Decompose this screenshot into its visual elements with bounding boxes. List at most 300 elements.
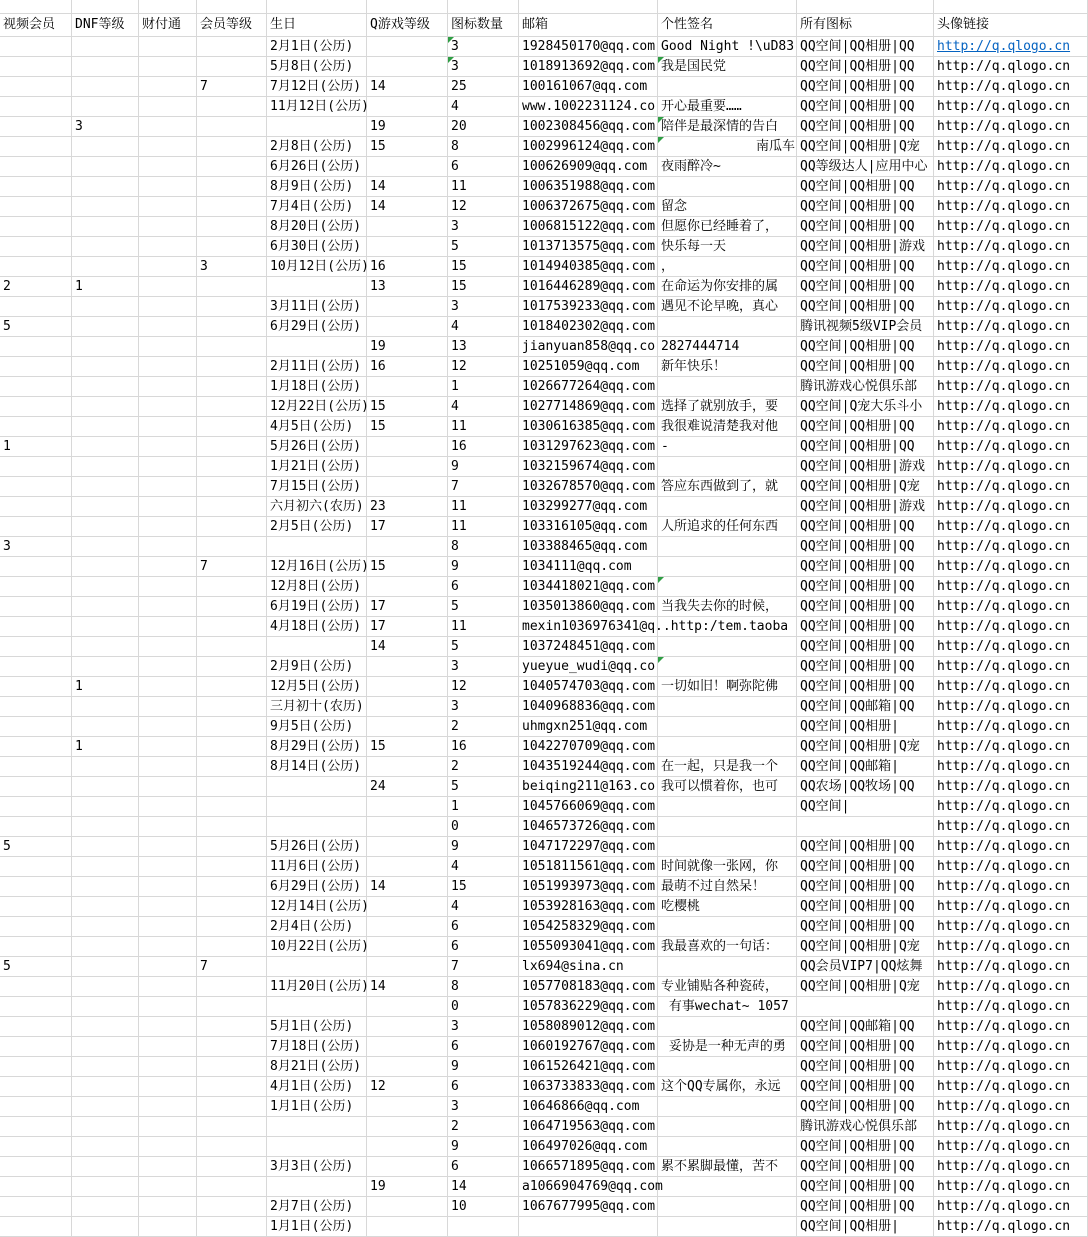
- cell-signature[interactable]: 我可以惯着你，也可: [658, 777, 797, 796]
- header-icon-count[interactable]: 图标数量: [448, 14, 519, 36]
- cell-qgame-level[interactable]: 15: [367, 737, 448, 756]
- cell-icons[interactable]: QQ空间|: [797, 797, 934, 816]
- cell-icons[interactable]: QQ空间|QQ相册|QQ: [797, 177, 934, 196]
- cell-qgame-level[interactable]: [367, 917, 448, 936]
- cell-icon-count[interactable]: 12: [448, 677, 519, 696]
- cell-dnf-level[interactable]: [72, 337, 139, 356]
- cell-video-vip[interactable]: [0, 617, 72, 636]
- cell-qgame-level[interactable]: [367, 457, 448, 476]
- cell-dnf-level[interactable]: [72, 697, 139, 716]
- cell-signature[interactable]: 最萌不过自然呆！: [658, 877, 797, 896]
- cell-dnf-level[interactable]: [72, 657, 139, 676]
- cell-vip-level[interactable]: [197, 677, 267, 696]
- cell-signature[interactable]: 妥协是一种无声的勇: [658, 1037, 797, 1056]
- cell-signature[interactable]: [658, 1057, 797, 1076]
- cell-dnf-level[interactable]: [72, 777, 139, 796]
- cell-icons[interactable]: QQ空间|QQ相册|QQ: [797, 197, 934, 216]
- cell-email[interactable]: 1040574703@qq.com: [519, 677, 658, 696]
- cell-signature[interactable]: [658, 657, 797, 676]
- cell-birthday[interactable]: 7月18日(公历): [267, 1037, 367, 1056]
- cell-dnf-level[interactable]: [72, 237, 139, 256]
- cell-vip-level[interactable]: [197, 517, 267, 536]
- cell-email[interactable]: 1057836229@qq.com: [519, 997, 658, 1016]
- cell-qgame-level[interactable]: [367, 1137, 448, 1156]
- cell-email[interactable]: 10646866@qq.com: [519, 1097, 658, 1116]
- cell-icon-count[interactable]: 15: [448, 257, 519, 276]
- cell-icon-count[interactable]: 13: [448, 337, 519, 356]
- cell-signature[interactable]: 留念: [658, 197, 797, 216]
- cell-vip-level[interactable]: [197, 437, 267, 456]
- cell-qgame-level[interactable]: [367, 897, 448, 916]
- cell-video-vip[interactable]: [0, 1177, 72, 1196]
- cell-tenpay[interactable]: [139, 797, 197, 816]
- cell-signature[interactable]: [658, 637, 797, 656]
- cell-vip-level[interactable]: [197, 1037, 267, 1056]
- cell-signature[interactable]: [658, 1217, 797, 1236]
- cell-avatar-url[interactable]: http://q.qlogo.cn: [934, 1177, 1088, 1196]
- cell-email[interactable]: 100161067@qq.com: [519, 77, 658, 96]
- cell-icon-count[interactable]: 3: [448, 297, 519, 316]
- cell-birthday[interactable]: 2月9日(公历): [267, 657, 367, 676]
- cell-email[interactable]: 1063733833@qq.com: [519, 1077, 658, 1096]
- cell-video-vip[interactable]: [0, 577, 72, 596]
- cell-avatar-url[interactable]: http://q.qlogo.cn: [934, 457, 1088, 476]
- cell-birthday[interactable]: 11月20日(公历): [267, 977, 367, 996]
- cell-birthday[interactable]: 6月29日(公历): [267, 877, 367, 896]
- cell-tenpay[interactable]: [139, 437, 197, 456]
- cell-avatar-url[interactable]: http://q.qlogo.cn: [934, 237, 1088, 256]
- cell-birthday[interactable]: 2月1日(公历): [267, 37, 367, 56]
- cell-icon-count[interactable]: 4: [448, 897, 519, 916]
- cell-vip-level[interactable]: [197, 697, 267, 716]
- cell-vip-level[interactable]: [197, 617, 267, 636]
- cell-qgame-level[interactable]: 19: [367, 117, 448, 136]
- cell-birthday[interactable]: 8月9日(公历): [267, 177, 367, 196]
- cell-avatar-url[interactable]: http://q.qlogo.cn: [934, 417, 1088, 436]
- cell-icon-count[interactable]: 2: [448, 1117, 519, 1136]
- cell-birthday[interactable]: 6月26日(公历): [267, 157, 367, 176]
- cell-signature[interactable]: 专业铺贴各种瓷砖，: [658, 977, 797, 996]
- cell-avatar-url[interactable]: http://q.qlogo.cn: [934, 1197, 1088, 1216]
- cell-vip-level[interactable]: 3: [197, 257, 267, 276]
- cell-icons[interactable]: QQ空间|QQ相册|Q宠: [797, 937, 934, 956]
- cell-tenpay[interactable]: [139, 57, 197, 76]
- cell-avatar-url[interactable]: http://q.qlogo.cn: [934, 697, 1088, 716]
- cell-icon-count[interactable]: 2: [448, 717, 519, 736]
- cell-email[interactable]: 1002996124@qq.com: [519, 137, 658, 156]
- cell-signature[interactable]: 选择了就别放手，要: [658, 397, 797, 416]
- cell-tenpay[interactable]: [139, 237, 197, 256]
- cell-icon-count[interactable]: 9: [448, 837, 519, 856]
- cell-dnf-level[interactable]: [72, 897, 139, 916]
- cell-video-vip[interactable]: [0, 897, 72, 916]
- cell-icon-count[interactable]: 5: [448, 777, 519, 796]
- cell-vip-level[interactable]: [197, 357, 267, 376]
- cell-dnf-level[interactable]: [72, 797, 139, 816]
- cell-qgame-level[interactable]: 24: [367, 777, 448, 796]
- cell-email[interactable]: 1030616385@qq.com: [519, 417, 658, 436]
- cell-birthday[interactable]: 7月4日(公历): [267, 197, 367, 216]
- header-birthday[interactable]: 生日: [267, 14, 367, 36]
- cell-birthday[interactable]: 2月5日(公历): [267, 517, 367, 536]
- cell-icons[interactable]: QQ空间|QQ邮箱|: [797, 757, 934, 776]
- cell-qgame-level[interactable]: 17: [367, 597, 448, 616]
- cell-avatar-url[interactable]: http://q.qlogo.cn: [934, 437, 1088, 456]
- cell-icon-count[interactable]: 3: [448, 697, 519, 716]
- cell-qgame-level[interactable]: [367, 57, 448, 76]
- cell-qgame-level[interactable]: 15: [367, 397, 448, 416]
- cell-icon-count[interactable]: 6: [448, 157, 519, 176]
- cell-email[interactable]: [519, 1217, 658, 1236]
- cell-avatar-url[interactable]: http://q.qlogo.cn: [934, 937, 1088, 956]
- cell-signature[interactable]: 我很难说清楚我对他: [658, 417, 797, 436]
- cell-signature[interactable]: 南瓜车: [658, 137, 797, 156]
- cell-email[interactable]: 1016446289@qq.com: [519, 277, 658, 296]
- cell-tenpay[interactable]: [139, 1037, 197, 1056]
- cell-email[interactable]: 1053928163@qq.com: [519, 897, 658, 916]
- cell-avatar-url[interactable]: http://q.qlogo.cn: [934, 117, 1088, 136]
- cell-tenpay[interactable]: [139, 297, 197, 316]
- cell-icons[interactable]: QQ空间|QQ相册|QQ: [797, 1057, 934, 1076]
- cell-vip-level[interactable]: [197, 177, 267, 196]
- cell-tenpay[interactable]: [139, 377, 197, 396]
- cell-signature[interactable]: [658, 1137, 797, 1156]
- cell-tenpay[interactable]: [139, 717, 197, 736]
- cell-birthday[interactable]: 6月30日(公历): [267, 237, 367, 256]
- cell-dnf-level[interactable]: [72, 357, 139, 376]
- cell-vip-level[interactable]: [197, 37, 267, 56]
- cell-signature[interactable]: [658, 1097, 797, 1116]
- cell-signature[interactable]: 在命运为你安排的属: [658, 277, 797, 296]
- cell-qgame-level[interactable]: [367, 97, 448, 116]
- cell-qgame-level[interactable]: [367, 1197, 448, 1216]
- cell-icons[interactable]: QQ农场|QQ牧场|QQ: [797, 777, 934, 796]
- cell-qgame-level[interactable]: 15: [367, 417, 448, 436]
- cell-avatar-url[interactable]: http://q.qlogo.cn: [934, 1057, 1088, 1076]
- cell-avatar-url[interactable]: http://q.qlogo.cn: [934, 997, 1088, 1016]
- cell-video-vip[interactable]: [0, 137, 72, 156]
- cell-icons[interactable]: QQ空间|QQ相册|Q宠: [797, 137, 934, 156]
- cell-signature[interactable]: [658, 377, 797, 396]
- cell-tenpay[interactable]: [139, 917, 197, 936]
- cell-email[interactable]: 1040968836@qq.com: [519, 697, 658, 716]
- cell-icon-count[interactable]: 8: [448, 537, 519, 556]
- cell-birthday[interactable]: 8月21日(公历): [267, 1057, 367, 1076]
- cell-email[interactable]: 1014940385@qq.com: [519, 257, 658, 276]
- cell-avatar-url[interactable]: http://q.qlogo.cn: [934, 617, 1088, 636]
- cell-tenpay[interactable]: [139, 37, 197, 56]
- cell-dnf-level[interactable]: [72, 1137, 139, 1156]
- cell-vip-level[interactable]: [197, 917, 267, 936]
- cell-vip-level[interactable]: [197, 757, 267, 776]
- cell-video-vip[interactable]: [0, 1037, 72, 1056]
- cell-avatar-url[interactable]: http://q.qlogo.cn: [934, 597, 1088, 616]
- avatar-hyperlink[interactable]: http://q.qlogo.cn: [937, 39, 1071, 54]
- cell-email[interactable]: 1006351988@qq.com: [519, 177, 658, 196]
- cell-icon-count[interactable]: 5: [448, 637, 519, 656]
- cell-vip-level[interactable]: [197, 657, 267, 676]
- cell-tenpay[interactable]: [139, 657, 197, 676]
- cell-icons[interactable]: QQ空间|QQ相册|QQ: [797, 257, 934, 276]
- cell-tenpay[interactable]: [139, 997, 197, 1016]
- cell-email[interactable]: 1037248451@qq.com: [519, 637, 658, 656]
- cell-email[interactable]: 100626909@qq.com: [519, 157, 658, 176]
- cell-birthday[interactable]: 2月4日(公历): [267, 917, 367, 936]
- cell-icon-count[interactable]: 3: [448, 1017, 519, 1036]
- cell-video-vip[interactable]: [0, 1057, 72, 1076]
- cell-video-vip[interactable]: [0, 257, 72, 276]
- cell-email[interactable]: 1018913692@qq.com: [519, 57, 658, 76]
- cell-email[interactable]: 1017539233@qq.com: [519, 297, 658, 316]
- cell-email[interactable]: 1067677995@qq.com: [519, 1197, 658, 1216]
- cell-dnf-level[interactable]: [72, 177, 139, 196]
- cell-birthday[interactable]: 三月初十(农历): [267, 697, 367, 716]
- cell-icon-count[interactable]: 7: [448, 477, 519, 496]
- cell-video-vip[interactable]: [0, 557, 72, 576]
- cell-dnf-level[interactable]: [72, 97, 139, 116]
- cell-qgame-level[interactable]: [367, 937, 448, 956]
- cell-email[interactable]: 1027714869@qq.com: [519, 397, 658, 416]
- cell-dnf-level[interactable]: [72, 717, 139, 736]
- cell-birthday[interactable]: 4月5日(公历): [267, 417, 367, 436]
- cell-video-vip[interactable]: [0, 157, 72, 176]
- cell-birthday[interactable]: 11月12日(公历): [267, 97, 367, 116]
- cell-tenpay[interactable]: [139, 217, 197, 236]
- cell-qgame-level[interactable]: [367, 1057, 448, 1076]
- cell-birthday[interactable]: 12月16日(公历): [267, 557, 367, 576]
- cell-birthday[interactable]: 6月29日(公历): [267, 317, 367, 336]
- cell-tenpay[interactable]: [139, 877, 197, 896]
- cell-dnf-level[interactable]: [72, 217, 139, 236]
- cell-email[interactable]: 1054258329@qq.com: [519, 917, 658, 936]
- header-tenpay[interactable]: 财付通: [139, 14, 197, 36]
- cell-dnf-level[interactable]: [72, 537, 139, 556]
- cell-icon-count[interactable]: [448, 1217, 519, 1236]
- cell-vip-level[interactable]: [197, 637, 267, 656]
- cell-dnf-level[interactable]: [72, 1197, 139, 1216]
- cell-dnf-level[interactable]: [72, 1037, 139, 1056]
- cell-signature[interactable]: 快乐每一天: [658, 237, 797, 256]
- cell-avatar-url[interactable]: http://q.qlogo.cn: [934, 1037, 1088, 1056]
- cell-qgame-level[interactable]: [367, 697, 448, 716]
- cell-email[interactable]: 103388465@qq.com: [519, 537, 658, 556]
- cell-video-vip[interactable]: [0, 477, 72, 496]
- cell-birthday[interactable]: 1月1日(公历): [267, 1217, 367, 1236]
- cell-tenpay[interactable]: [139, 337, 197, 356]
- cell-tenpay[interactable]: [139, 777, 197, 796]
- cell-birthday[interactable]: [267, 337, 367, 356]
- cell-icon-count[interactable]: 6: [448, 1037, 519, 1056]
- cell-vip-level[interactable]: [197, 597, 267, 616]
- cell-signature[interactable]: 新年快乐！: [658, 357, 797, 376]
- cell-avatar-url[interactable]: http://q.qlogo.cn: [934, 1157, 1088, 1176]
- cell-birthday[interactable]: [267, 1117, 367, 1136]
- cell-qgame-level[interactable]: 15: [367, 137, 448, 156]
- cell-dnf-level[interactable]: [72, 317, 139, 336]
- cell-tenpay[interactable]: [139, 1057, 197, 1076]
- cell-birthday[interactable]: 9月5日(公历): [267, 717, 367, 736]
- cell-video-vip[interactable]: [0, 517, 72, 536]
- cell-signature[interactable]: [658, 957, 797, 976]
- cell-icon-count[interactable]: 6: [448, 917, 519, 936]
- cell-qgame-level[interactable]: [367, 157, 448, 176]
- cell-qgame-level[interactable]: [367, 537, 448, 556]
- cell-email[interactable]: 1032159674@qq.com: [519, 457, 658, 476]
- cell-vip-level[interactable]: [197, 897, 267, 916]
- cell-qgame-level[interactable]: 16: [367, 257, 448, 276]
- cell-qgame-level[interactable]: 23: [367, 497, 448, 516]
- cell-avatar-url[interactable]: http://q.qlogo.cn: [934, 737, 1088, 756]
- cell-email[interactable]: 1928450170@qq.com: [519, 37, 658, 56]
- cell-icon-count[interactable]: 11: [448, 417, 519, 436]
- cell-icons[interactable]: QQ空间|QQ相册|QQ: [797, 877, 934, 896]
- cell-signature[interactable]: 累不累脚最懂，苦不: [658, 1157, 797, 1176]
- cell-vip-level[interactable]: [197, 1017, 267, 1036]
- cell-video-vip[interactable]: [0, 1017, 72, 1036]
- cell-video-vip[interactable]: [0, 817, 72, 836]
- cell-email[interactable]: 1057708183@qq.com: [519, 977, 658, 996]
- cell-qgame-level[interactable]: 12: [367, 1077, 448, 1096]
- cell-email[interactable]: 1058089012@qq.com: [519, 1017, 658, 1036]
- cell-qgame-level[interactable]: [367, 677, 448, 696]
- cell-avatar-url[interactable]: http://q.qlogo.cn: [934, 757, 1088, 776]
- cell-vip-level[interactable]: [197, 737, 267, 756]
- cell-icon-count[interactable]: 3: [448, 1097, 519, 1116]
- cell-icons[interactable]: QQ空间|QQ相册|QQ: [797, 337, 934, 356]
- cell-tenpay[interactable]: [139, 177, 197, 196]
- cell-tenpay[interactable]: [139, 977, 197, 996]
- header-qgame-level[interactable]: Q游戏等级: [367, 14, 448, 36]
- cell-video-vip[interactable]: [0, 677, 72, 696]
- cell-video-vip[interactable]: [0, 717, 72, 736]
- cell-email[interactable]: 1002308456@qq.com: [519, 117, 658, 136]
- cell-dnf-level[interactable]: [72, 597, 139, 616]
- cell-icon-count[interactable]: 0: [448, 997, 519, 1016]
- cell-icon-count[interactable]: 20: [448, 117, 519, 136]
- cell-birthday[interactable]: 12月22日(公历): [267, 397, 367, 416]
- cell-avatar-url[interactable]: http://q.qlogo.cn: [934, 517, 1088, 536]
- cell-email[interactable]: 1035013860@qq.com: [519, 597, 658, 616]
- cell-dnf-level[interactable]: [72, 557, 139, 576]
- cell-vip-level[interactable]: [197, 1157, 267, 1176]
- cell-vip-level[interactable]: [197, 577, 267, 596]
- cell-birthday[interactable]: 1月18日(公历): [267, 377, 367, 396]
- cell-qgame-level[interactable]: [367, 957, 448, 976]
- cell-video-vip[interactable]: [0, 217, 72, 236]
- cell-icons[interactable]: QQ空间|QQ相册|QQ: [797, 617, 934, 636]
- cell-avatar-url[interactable]: http://q.qlogo.cn: [934, 317, 1088, 336]
- cell-icons[interactable]: QQ空间|QQ相册|游戏: [797, 497, 934, 516]
- cell-dnf-level[interactable]: [72, 377, 139, 396]
- cell-email[interactable]: 103316105@qq.com: [519, 517, 658, 536]
- cell-signature[interactable]: [658, 817, 797, 836]
- cell-signature[interactable]: [658, 497, 797, 516]
- cell-signature[interactable]: [658, 1117, 797, 1136]
- cell-vip-level[interactable]: [197, 97, 267, 116]
- cell-email[interactable]: 1034418021@qq.com: [519, 577, 658, 596]
- cell-qgame-level[interactable]: 19: [367, 337, 448, 356]
- cell-icons[interactable]: QQ空间|QQ相册|Q宠: [797, 977, 934, 996]
- cell-birthday[interactable]: 3月3日(公历): [267, 1157, 367, 1176]
- cell-birthday[interactable]: 7月12日(公历): [267, 77, 367, 96]
- cell-dnf-level[interactable]: [72, 997, 139, 1016]
- cell-vip-level[interactable]: [197, 977, 267, 996]
- header-vip-level[interactable]: 会员等级: [197, 14, 267, 36]
- cell-email[interactable]: 1046573726@qq.com: [519, 817, 658, 836]
- cell-icon-count[interactable]: 3: [448, 657, 519, 676]
- cell-avatar-url[interactable]: http://q.qlogo.cn: [934, 557, 1088, 576]
- cell-email[interactable]: lx694@sina.cn: [519, 957, 658, 976]
- cell-avatar-url[interactable]: http://q.qlogo.cn: [934, 377, 1088, 396]
- cell-signature[interactable]: [658, 837, 797, 856]
- cell-tenpay[interactable]: [139, 1137, 197, 1156]
- cell-signature[interactable]: 一切如旧！啊弥陀佛: [658, 677, 797, 696]
- cell-avatar-url[interactable]: http://q.qlogo.cn: [934, 977, 1088, 996]
- cell-avatar-url[interactable]: http://q.qlogo.cn: [934, 97, 1088, 116]
- cell-video-vip[interactable]: 1: [0, 437, 72, 456]
- cell-tenpay[interactable]: [139, 537, 197, 556]
- cell-qgame-level[interactable]: [367, 857, 448, 876]
- cell-dnf-level[interactable]: [72, 817, 139, 836]
- cell-qgame-level[interactable]: [367, 1217, 448, 1236]
- cell-dnf-level[interactable]: [72, 1217, 139, 1236]
- cell-email[interactable]: 106497026@qq.com: [519, 1137, 658, 1156]
- cell-vip-level[interactable]: [197, 217, 267, 236]
- cell-video-vip[interactable]: [0, 657, 72, 676]
- cell-icon-count[interactable]: 1: [448, 797, 519, 816]
- cell-qgame-level[interactable]: 14: [367, 637, 448, 656]
- cell-birthday[interactable]: [267, 117, 367, 136]
- cell-dnf-level[interactable]: [72, 1117, 139, 1136]
- cell-qgame-level[interactable]: 17: [367, 617, 448, 636]
- cell-tenpay[interactable]: [139, 577, 197, 596]
- cell-icons[interactable]: QQ空间|QQ相册|: [797, 717, 934, 736]
- cell-dnf-level[interactable]: [72, 417, 139, 436]
- cell-avatar-url[interactable]: http://q.qlogo.cn: [934, 337, 1088, 356]
- cell-dnf-level[interactable]: [72, 157, 139, 176]
- cell-icons[interactable]: QQ空间|QQ相册|QQ: [797, 597, 934, 616]
- cell-tenpay[interactable]: [139, 737, 197, 756]
- cell-icons[interactable]: QQ空间|QQ邮箱|QQ: [797, 697, 934, 716]
- cell-video-vip[interactable]: [0, 637, 72, 656]
- cell-signature[interactable]: 陪伴是最深情的告白: [658, 117, 797, 136]
- cell-dnf-level[interactable]: [72, 917, 139, 936]
- cell-video-vip[interactable]: [0, 1217, 72, 1236]
- cell-avatar-url[interactable]: http://q.qlogo.cn: [934, 277, 1088, 296]
- cell-dnf-level[interactable]: [72, 1077, 139, 1096]
- cell-video-vip[interactable]: [0, 297, 72, 316]
- cell-avatar-url[interactable]: http://q.qlogo.cn: [934, 957, 1088, 976]
- cell-icons[interactable]: QQ空间|QQ相册|QQ: [797, 1097, 934, 1116]
- cell-tenpay[interactable]: [139, 817, 197, 836]
- cell-icons[interactable]: QQ空间|QQ相册|QQ: [797, 357, 934, 376]
- cell-signature[interactable]: 时间就像一张网，你: [658, 857, 797, 876]
- cell-avatar-url[interactable]: http://q.qlogo.cn: [934, 1097, 1088, 1116]
- cell-video-vip[interactable]: [0, 377, 72, 396]
- cell-birthday[interactable]: [267, 997, 367, 1016]
- cell-birthday[interactable]: 12月14日(公历): [267, 897, 367, 916]
- cell-birthday[interactable]: 12月5日(公历): [267, 677, 367, 696]
- cell-icons[interactable]: QQ空间|QQ相册|QQ: [797, 57, 934, 76]
- cell-vip-level[interactable]: [197, 1077, 267, 1096]
- cell-icons[interactable]: QQ空间|QQ相册|QQ: [797, 917, 934, 936]
- cell-vip-level[interactable]: [197, 877, 267, 896]
- cell-video-vip[interactable]: [0, 1157, 72, 1176]
- cell-video-vip[interactable]: [0, 937, 72, 956]
- cell-email[interactable]: 1032678570@qq.com: [519, 477, 658, 496]
- cell-signature[interactable]: 但愿你已经睡着了，: [658, 217, 797, 236]
- cell-video-vip[interactable]: 5: [0, 837, 72, 856]
